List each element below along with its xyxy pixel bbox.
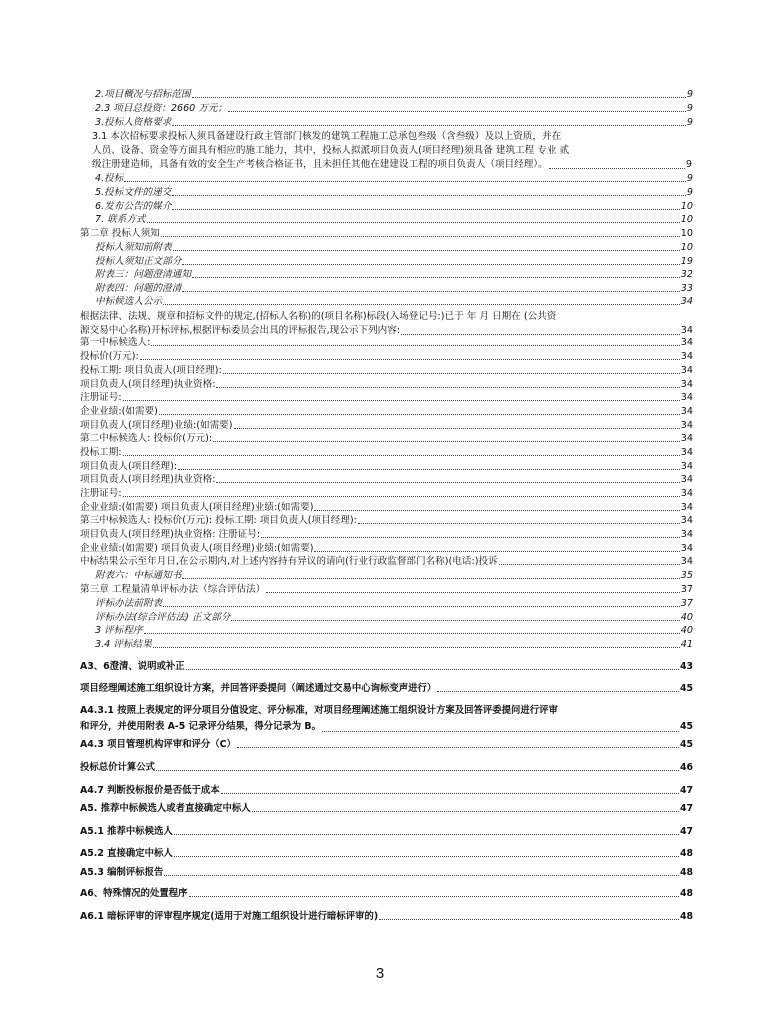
toc-entry-title: A5. 推荐中标候选人或者直接确定中标人 [80, 803, 251, 814]
leader-dots [140, 359, 680, 360]
paragraph-line-last [80, 719, 693, 735]
toc-entry[interactable] [80, 420, 693, 432]
toc-entry-page: 34 [680, 461, 693, 472]
toc-entry[interactable] [80, 379, 693, 391]
toc-entry-page: 34 [680, 337, 693, 348]
toc-entry-title: A5.2 直接确定中标人 [80, 848, 173, 859]
toc-entry-page: 10 [680, 214, 693, 225]
toc-entry-page: 34 [680, 515, 693, 526]
toc-entry-title: 投标人须知前附表 [95, 242, 172, 253]
toc-entry-page: 41 [680, 639, 693, 650]
leader-dots [144, 633, 680, 634]
leader-dots [231, 620, 680, 621]
toc-entry-page: 47 [679, 826, 693, 837]
toc-entry-title: 项目负责人(项目经理)业绩:(如需要) [80, 420, 233, 431]
toc-entry-page: 9 [686, 89, 693, 100]
toc-entry[interactable] [80, 584, 693, 596]
leader-dots [174, 856, 679, 857]
toc-entry-bold[interactable] [80, 826, 693, 838]
toc-entry[interactable] [95, 639, 693, 651]
toc-entry-page: 9 [686, 103, 693, 114]
toc-entry-page: 48 [679, 888, 693, 899]
toc-entry-page: 9 [685, 159, 692, 170]
toc-entry-page: 34 [680, 474, 693, 485]
leader-dots [186, 669, 679, 670]
leader-dots [159, 414, 680, 415]
toc-entry[interactable] [95, 89, 693, 101]
leader-dots [123, 400, 680, 401]
toc-entry-title: 3 评标程序 [95, 625, 143, 636]
leader-dots [216, 482, 679, 483]
leader-dots [358, 523, 680, 524]
leader-dots [182, 291, 679, 292]
toc-entry-title: 第一中标候选人: [80, 337, 151, 348]
leader-dots [182, 578, 679, 579]
toc-entry-page: 34 [680, 325, 693, 336]
toc-entry-page: 45 [679, 739, 693, 750]
toc-entry-title: 项目负责人(项目经理)执业资格: [80, 379, 216, 390]
paragraph-line: 根据法律、法规、规章和招标文件的规定,(招标人名称)的(项目名称)标段(入场登记号:)已于 年 月 日期在 (公共资 [80, 311, 557, 322]
toc-entry-title: A5.1 推荐中标候选人 [80, 826, 173, 837]
toc-entry[interactable] [95, 103, 693, 115]
toc-entry-title: 第三章 工程量清单评标办法（综合评估法） [80, 584, 266, 595]
toc-entry-bold[interactable] [80, 867, 693, 879]
leader-dots [221, 793, 679, 794]
leader-dots [234, 428, 680, 429]
toc-entry-title: 企业业绩:(如需要) 项目负责人(项目经理)业绩:(如需要) [80, 543, 314, 554]
toc-entry-title: 企业业绩:(如需要) [80, 406, 158, 417]
toc-entry-title: 6.发布公告的媒介 [95, 201, 172, 212]
leader-dots [379, 919, 679, 920]
leader-dots [189, 896, 679, 897]
paragraph-line-last [92, 158, 692, 172]
leader-dots [124, 181, 686, 182]
paragraph-line: 人员、设备、资金等方面具有相应的施工能力，其中，投标人拟派项目负责人(项目经理)须具备 建筑工程 专业 贰 [92, 145, 570, 156]
leader-dots [401, 334, 680, 335]
toc-entry[interactable] [95, 201, 693, 213]
toc-entry-title: 项目负责人(项目经理)执业资格: [80, 474, 216, 485]
toc-entry-page: 10 [680, 201, 693, 212]
toc-entry-title: 企业业绩:(如需要) 项目负责人(项目经理)业绩:(如需要) [80, 502, 314, 513]
toc-entry[interactable] [80, 515, 693, 527]
toc-entry[interactable] [80, 392, 693, 404]
toc-entry-bold[interactable] [80, 762, 693, 774]
toc-entry-title: 投标总价计算公式 [80, 762, 156, 773]
toc-entry-page: 47 [679, 803, 693, 814]
paragraph-text: 源交易中心名称)开标评标,根据评标委员会出具的评标报告,现公示下列内容: [80, 325, 401, 336]
toc-entry[interactable] [80, 447, 693, 459]
toc-entry-title: 3.投标人资格要求 [95, 117, 172, 128]
leader-dots [261, 537, 680, 538]
leader-dots [172, 209, 679, 210]
toc-entry-page: 34 [680, 433, 693, 444]
leader-dots [266, 592, 679, 593]
leader-dots [172, 125, 686, 126]
toc-entry[interactable] [80, 406, 693, 418]
paragraph-line: 3.1 本次招标要求投标人须具备建设行政主管部门核发的建筑工程施工总承包叁级（含叁级）及以上资质，并在 [92, 131, 562, 142]
leader-dots [151, 345, 679, 346]
leader-dots [549, 168, 685, 169]
leader-dots [437, 691, 679, 692]
toc-entry-page: 9 [686, 187, 693, 198]
toc-entry-title: 4.投标 [95, 173, 124, 184]
toc-entry-page: 37 [680, 598, 693, 609]
toc-entry-page: 19 [680, 256, 693, 267]
toc-entry[interactable] [80, 529, 693, 541]
toc-entry[interactable] [95, 598, 693, 610]
toc-entry-page: 34 [680, 502, 693, 513]
leader-dots [322, 731, 679, 732]
toc-entry[interactable] [80, 488, 693, 500]
toc-entry-title: 项目负责人(项目经理)执业资格: 注册证号: [80, 529, 261, 540]
toc-entry[interactable] [95, 570, 693, 582]
toc-entry-title: A3、6澄清、说明或补正 [80, 661, 185, 672]
toc-entry-page: 34 [680, 529, 693, 540]
toc-entry-page: 34 [680, 447, 693, 458]
leader-dots [163, 606, 680, 607]
toc-entry-page: 48 [679, 911, 693, 922]
toc-entry-paragraph[interactable] [80, 310, 693, 338]
toc-entry-bold[interactable] [80, 739, 693, 751]
toc-entry-bold[interactable] [80, 683, 693, 695]
toc-entry-title: 中标结果公示至年月日,在公示期内,对上述内容持有异议的请向(行业行政监督部门名称)(电话:)投诉 [80, 556, 498, 567]
toc-entry-page: 43 [679, 661, 693, 672]
toc-entry-paragraph-bold[interactable] [80, 703, 693, 735]
leader-dots [216, 387, 679, 388]
toc-entry-title: 注册证号: [80, 392, 122, 403]
leader-dots [192, 97, 686, 98]
leader-dots [223, 373, 680, 374]
toc-entry[interactable] [95, 187, 693, 199]
toc-entry-page: 34 [680, 365, 693, 376]
toc-entry[interactable] [95, 612, 693, 624]
toc-entry-title: 中标候选人公示 [95, 296, 163, 307]
toc-entry-title: 第二章 投标人须知 [80, 228, 160, 239]
toc-entry-title: A6.1 暗标评审的评审程序规定(适用于对施工组织设计进行暗标评审的) [80, 911, 379, 922]
paragraph-line: A4.3.1 按照上表规定的评分项目分值设定、评分标准，对项目经理阐述施工组织设计方案及回答评委提问进行评审 [80, 705, 558, 716]
toc-entry-title: 附表四：问题的澄清 [95, 283, 182, 294]
leader-dots [161, 236, 680, 237]
toc-entry-title: A4.7 判断投标报价是否低于成本 [80, 785, 220, 796]
toc-entry[interactable] [80, 365, 693, 377]
toc-entry[interactable] [80, 461, 693, 473]
toc-entry-page: 10 [680, 228, 693, 239]
toc-entry[interactable] [80, 543, 693, 555]
toc-entry[interactable] [95, 117, 693, 129]
toc-entry-title: 5.投标文件的递交 [95, 187, 172, 198]
leader-dots [174, 834, 679, 835]
toc-entry-title: 注册证号: [80, 488, 122, 499]
toc-entry-title: A4.3 项目管理机构评审和评分（C） [80, 739, 236, 750]
toc-entry-page: 34 [680, 556, 693, 567]
toc-entry-page: 40 [680, 625, 693, 636]
toc-entry-title: 评标办法前附表 [95, 598, 163, 609]
leader-dots [499, 564, 680, 565]
toc-entry-title: 评标办法(综合评估法) 正文部分 [95, 612, 231, 623]
leader-dots [163, 304, 680, 305]
toc-entry-title: 项目负责人(项目经理): [80, 461, 178, 472]
leader-dots [192, 277, 680, 278]
toc-entry-bold[interactable] [80, 888, 693, 900]
toc-entry[interactable] [80, 228, 693, 240]
toc-entry[interactable] [80, 556, 693, 568]
toc-entry-page: 34 [680, 420, 693, 431]
toc-entry[interactable] [80, 502, 693, 514]
leader-dots [147, 222, 680, 223]
leader-dots [182, 264, 679, 265]
leader-dots [123, 496, 680, 497]
leader-dots [164, 875, 679, 876]
toc-entry-page: 9 [686, 117, 693, 128]
toc-entry-page: 32 [680, 269, 693, 280]
toc-entry-title: 3.4 评标结果 [95, 639, 152, 650]
toc-entry-page: 48 [679, 848, 693, 859]
paragraph-text: 和评分，并使用附表 A-5 记录评分结果，得分记录为 B。 [80, 721, 321, 732]
page-number: 3 [375, 965, 385, 982]
toc-entry[interactable] [80, 433, 693, 445]
toc-entry-bold[interactable] [80, 911, 693, 923]
toc-entry-title: 2.项目概况与招标范围 [95, 89, 191, 100]
toc-entry-page: 35 [680, 570, 693, 581]
toc-entry[interactable] [95, 296, 693, 308]
leader-dots [123, 455, 680, 456]
toc-entry-page: 34 [680, 351, 693, 362]
toc-entry-page: 46 [679, 762, 693, 773]
toc-entry-page: 9 [686, 173, 693, 184]
leader-dots [178, 469, 680, 470]
toc-entry-page: 34 [680, 379, 693, 390]
toc-entry-title: 附表三：问题澄清通知 [95, 269, 191, 280]
toc-entry-page: 10 [680, 242, 693, 253]
leader-dots [228, 111, 686, 112]
leader-dots [237, 747, 679, 748]
toc-entry-page: 45 [679, 683, 693, 694]
toc-entry-title: 7. 联系方式 [95, 214, 146, 225]
toc-entry-bold[interactable] [80, 848, 693, 860]
toc-entry-page: 34 [680, 406, 693, 417]
toc-entry[interactable] [95, 242, 693, 254]
leader-dots [252, 811, 679, 812]
toc-entry-page: 34 [680, 296, 693, 307]
toc-entry-title: 第二中标候选人: 投标价(万元): [80, 433, 213, 444]
leader-dots [173, 250, 680, 251]
toc-entry-title: 投标人须知正文部分 [95, 256, 182, 267]
toc-entry-title: 投标价(万元): [80, 351, 139, 362]
toc-entry-bold[interactable] [80, 803, 693, 815]
toc-entry[interactable] [95, 269, 693, 281]
toc-entry-page: 45 [679, 721, 693, 732]
leader-dots [172, 195, 686, 196]
toc-entry-paragraph[interactable] [92, 130, 692, 172]
toc-entry-title: 第三中标候选人: 投标价(万元): 投标工期: 项目负责人(项目经理): [80, 515, 357, 526]
leader-dots [314, 551, 679, 552]
toc-entry-title: 附表六：中标通知书 [95, 570, 182, 581]
toc-entry-bold[interactable] [80, 661, 693, 673]
toc-entry[interactable] [95, 173, 693, 185]
toc-entry-page: 47 [679, 785, 693, 796]
toc-entry-title: 投标工期: [80, 447, 122, 458]
leader-dots [156, 770, 679, 771]
toc-entry[interactable] [95, 283, 693, 295]
leader-dots [153, 647, 680, 648]
toc-entry[interactable] [95, 214, 693, 226]
toc-entry-title: 2.3 项目总投资：2660 万元； [95, 103, 228, 114]
paragraph-line-last [80, 324, 693, 338]
toc-entry[interactable] [80, 351, 693, 363]
paragraph-text: 级注册建造师，具备有效的安全生产考核合格证书，且未担任其他在建建设工程的项目负责人（项目经理）。 [92, 159, 548, 170]
toc-entry-page: 40 [680, 612, 693, 623]
toc-entry-page: 34 [680, 543, 693, 554]
toc-entry-title: 项目经理阐述施工组织设计方案，并回答评委提问（阐述通过交易中心询标变声进行） [80, 683, 437, 694]
toc-entry[interactable] [95, 256, 693, 268]
toc-entry-page: 48 [679, 867, 693, 878]
toc-entry-title: A6、特殊情况的处置程序 [80, 888, 188, 899]
toc-entry-page: 37 [680, 584, 693, 595]
toc-entry-page: 33 [680, 283, 693, 294]
toc-entry[interactable] [80, 337, 693, 349]
toc-entry-page: 34 [680, 392, 693, 403]
toc-entry-bold[interactable] [80, 785, 693, 797]
toc-entry[interactable] [95, 625, 693, 637]
toc-entry[interactable] [80, 474, 693, 486]
toc-entry-title: A5.3 编制评标报告 [80, 867, 164, 878]
toc-entry-title: 投标工期: 项目负责人(项目经理): [80, 365, 222, 376]
leader-dots [213, 441, 680, 442]
toc-entry-page: 34 [680, 488, 693, 499]
leader-dots [314, 510, 679, 511]
